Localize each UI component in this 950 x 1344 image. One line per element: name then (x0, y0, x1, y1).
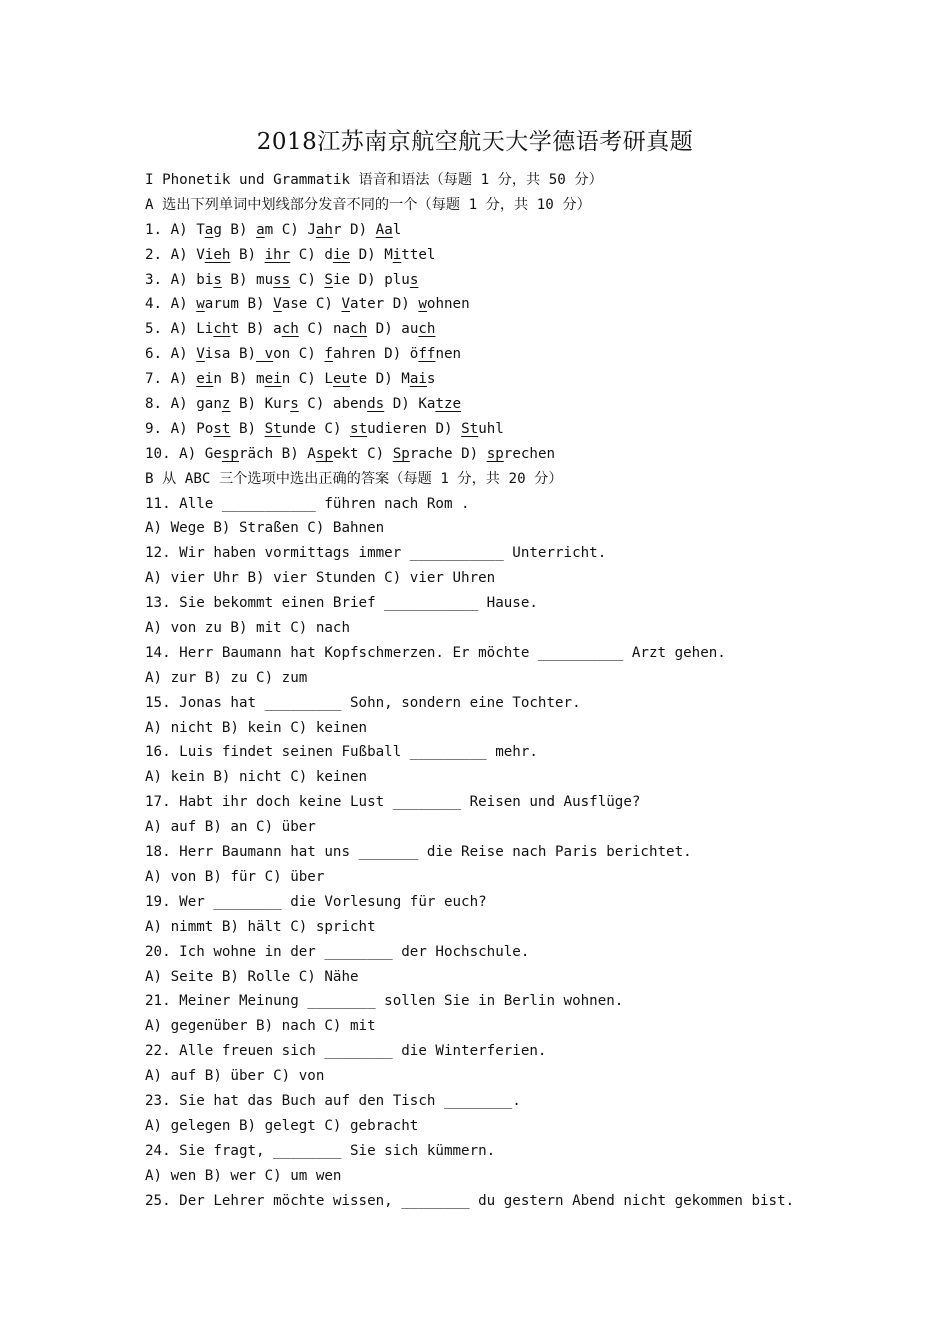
text-segment: 16. Luis findet seinen Fußball _________ mehr. (145, 744, 538, 761)
text-segment: A) vier Uhr B) vier Stunden C) vier Uhren (145, 570, 496, 587)
text-segment: 13. Sie bekommt einen Brief ___________ Hause. (145, 595, 538, 612)
text-line (145, 915, 835, 940)
text-segment: B) (230, 420, 265, 437)
text-segment: 11. Alle ___________ führen nach Rom . (145, 495, 470, 512)
text-segment: 5. A) Li (145, 321, 214, 338)
text-segment: A) gelegen B) gelegt C) gebracht (145, 1117, 419, 1134)
text-segment: n C) L (281, 371, 333, 388)
underlined-segment: Sp (392, 445, 410, 462)
text-segment: D) M (350, 246, 393, 263)
text-line (145, 392, 835, 417)
text-segment: C) d (290, 246, 333, 263)
text-segment: nen (435, 346, 462, 363)
text-line (145, 716, 835, 741)
text-line (145, 243, 835, 268)
underlined-segment: sp (221, 445, 239, 462)
underlined-segment: st (213, 420, 231, 437)
underlined-segment: ss (273, 271, 291, 288)
underlined-segment: z (221, 396, 231, 413)
text-segment: A) nicht B) kein C) keinen (145, 719, 368, 736)
text-segment: D) au (367, 321, 419, 338)
text-segment: g B) (213, 221, 257, 238)
text-segment: te D) M (350, 371, 410, 388)
text-segment: s (426, 371, 436, 388)
underlined-segment: ch (350, 321, 368, 338)
underlined-segment: ie (332, 246, 351, 263)
text-segment: l (392, 221, 402, 238)
text-segment: 18. Herr Baumann hat uns _______ die Reise nach Paris berichtet. (145, 844, 692, 861)
document-body (145, 168, 835, 1213)
text-line (145, 740, 835, 765)
text-segment: 6. A) (145, 346, 197, 363)
underlined-segment: St (264, 420, 282, 437)
text-segment: 21. Meiner Meinung ________ sollen Sie in Berlin wohnen. (145, 993, 624, 1010)
text-line (145, 342, 835, 367)
text-segment: A) nimmt B) hält C) spricht (145, 918, 376, 935)
underlined-segment: ch (281, 321, 299, 338)
text-line (145, 1089, 835, 1114)
underlined-segment: ei (264, 371, 282, 388)
text-line (145, 168, 835, 193)
text-line (145, 840, 835, 865)
text-segment: A) auf B) über C) von (145, 1068, 325, 1085)
text-line (145, 1164, 835, 1189)
text-line (145, 940, 835, 965)
text-segment: 22. Alle freuen sich ________ die Winterferien. (145, 1043, 547, 1060)
text-line (145, 641, 835, 666)
text-line (145, 965, 835, 990)
text-line (145, 1014, 835, 1039)
text-segment: ohnen (426, 296, 470, 313)
text-line (145, 591, 835, 616)
underlined-segment: f (324, 346, 333, 363)
text-segment: A) wen B) wer C) um wen (145, 1167, 342, 1184)
underlined-segment: s (409, 271, 419, 288)
text-line (145, 218, 835, 243)
text-line (145, 989, 835, 1014)
text-segment: 7. A) (145, 371, 197, 388)
text-line (145, 765, 835, 790)
text-line (145, 865, 835, 890)
text-segment: 24. Sie fragt, ________ Sie sich kümmern. (145, 1142, 496, 1159)
text-segment: 17. Habt ihr doch keine Lust ________ Reisen und Ausflüge? (145, 794, 641, 811)
text-segment: r D) (332, 221, 376, 238)
text-segment: 9. A) Po (145, 420, 214, 437)
underlined-segment: a (204, 221, 214, 238)
text-segment: 20. Ich wohne in der ________ der Hochschule. (145, 943, 530, 960)
underlined-segment: ah (315, 221, 333, 238)
underlined-segment: ff (418, 346, 436, 363)
text-segment: C) aben (298, 396, 368, 413)
text-segment: D) Ka (384, 396, 436, 413)
underlined-segment: V (341, 296, 351, 313)
text-segment: 2. A) V (145, 246, 205, 263)
underlined-segment: V (196, 346, 205, 363)
text-segment: ttel (401, 246, 436, 263)
text-segment: A) von B) für C) über (145, 868, 325, 885)
text-segment: rechen (503, 445, 556, 462)
text-segment: räch B) A (238, 445, 316, 462)
underlined-segment: ihr (264, 246, 291, 263)
text-segment: C) na (298, 321, 351, 338)
text-line (145, 566, 835, 591)
text-segment: A) zur B) zu C) zum (145, 669, 308, 686)
text-line (145, 492, 835, 517)
text-line (145, 691, 835, 716)
text-line (145, 666, 835, 691)
underlined-segment: ds (367, 396, 385, 413)
text-segment: unde C) (281, 420, 351, 437)
text-segment: A) gegenüber B) nach C) mit (145, 1018, 376, 1035)
underlined-segment: tze (435, 396, 462, 413)
text-segment: A) auf B) an C) über (145, 819, 316, 836)
text-segment: 3. A) bi (145, 271, 214, 288)
text-line (145, 1139, 835, 1164)
text-line (145, 1114, 835, 1139)
text-segment: ase C) (281, 296, 342, 313)
underlined-segment: s (290, 396, 299, 413)
text-segment: 14. Herr Baumann hat Kopfschmerzen. Er möchte __________ Arzt gehen. (145, 644, 726, 661)
text-line (145, 1064, 835, 1089)
text-line (145, 815, 835, 840)
text-segment: A) Seite B) Rolle C) Nähe (145, 968, 359, 985)
text-line (145, 790, 835, 815)
text-line (145, 616, 835, 641)
text-segment: m C) J (264, 221, 316, 238)
text-segment: ekt C) (332, 445, 393, 462)
text-segment: 8. A) gan (145, 396, 222, 413)
underlined-segment: S (324, 271, 333, 288)
text-segment: 12. Wir haben vormittags immer ___________ Unterricht. (145, 545, 607, 562)
text-segment: ater D) (350, 296, 419, 313)
text-line (145, 442, 835, 467)
text-line (145, 516, 835, 541)
text-segment: rache D) (409, 445, 487, 462)
underlined-segment: a (256, 221, 265, 238)
text-line (145, 467, 835, 492)
text-line (145, 890, 835, 915)
text-segment: 1. A) T (145, 221, 205, 238)
underlined-segment: i (392, 246, 402, 263)
text-line (145, 317, 835, 342)
text-segment: n B) m (213, 371, 265, 388)
text-segment: 19. Wer ________ die Vorlesung für euch? (145, 893, 487, 910)
underlined-segment: ei (196, 371, 214, 388)
text-segment: A) kein B) nicht C) keinen (145, 769, 368, 786)
text-segment: arum B) (204, 296, 274, 313)
text-line (145, 417, 835, 442)
text-segment: udieren D) (367, 420, 462, 437)
text-segment: on C) (273, 346, 325, 363)
underlined-segment: Aa (375, 221, 393, 238)
underlined-segment: sp (315, 445, 333, 462)
underlined-segment: ai (409, 371, 427, 388)
text-segment: 10. A) Ge (145, 445, 222, 462)
underlined-segment: st (350, 420, 368, 437)
underlined-segment: s (213, 271, 222, 288)
underlined-segment: sp (486, 445, 504, 462)
page-title: 2018江苏南京航空航天大学德语考研真题 (256, 129, 694, 155)
text-line (145, 541, 835, 566)
underlined-segment: V (273, 296, 282, 313)
text-segment: 4. A) (145, 296, 197, 313)
underlined-segment: w (196, 296, 205, 313)
text-segment: uhl (478, 420, 504, 437)
text-segment: ie D) plu (332, 271, 410, 288)
text-segment: B) (230, 246, 265, 263)
text-line (145, 1189, 835, 1214)
underlined-segment: eu (332, 371, 351, 388)
underlined-segment: ieh (204, 246, 231, 263)
text-segment: 23. Sie hat das Buch auf den Tisch ________. (145, 1092, 521, 1109)
text-segment: t B) a (230, 321, 282, 338)
text-segment: isa B) (204, 346, 257, 363)
text-segment: ahren D) ö (332, 346, 419, 363)
text-segment: 25. Der Lehrer möchte wissen, ________ du gestern Abend nicht gekommen bist. (145, 1192, 795, 1209)
text-segment: I Phonetik und Grammatik 语音和语法（每题 1 分，共 50 分） (145, 172, 603, 188)
text-line (145, 268, 835, 293)
underlined-segment: v (256, 346, 274, 363)
text-segment: A) Wege B) Straßen C) Bahnen (145, 520, 385, 537)
text-segment: 15. Jonas hat _________ Sohn, sondern eine Tochter. (145, 694, 581, 711)
text-line (145, 292, 835, 317)
text-line (145, 1039, 835, 1064)
text-segment: B) mu (221, 271, 274, 288)
underlined-segment: St (461, 420, 479, 437)
text-segment: A 选出下列单词中划线部分发音不同的一个（每题 1 分，共 10 分） (145, 196, 591, 213)
underlined-segment: ch (418, 321, 436, 338)
text-line (145, 193, 835, 218)
underlined-segment: ch (213, 321, 231, 338)
text-segment: B) Kur (230, 396, 291, 413)
text-segment: C) (290, 271, 325, 288)
text-segment: A) von zu B) mit C) nach (145, 620, 350, 637)
text-segment: B 从 ABC 三个选项中选出正确的答案（每题 1 分，共 20 分） (145, 470, 563, 487)
text-line (145, 367, 835, 392)
underlined-segment: w (418, 296, 427, 313)
